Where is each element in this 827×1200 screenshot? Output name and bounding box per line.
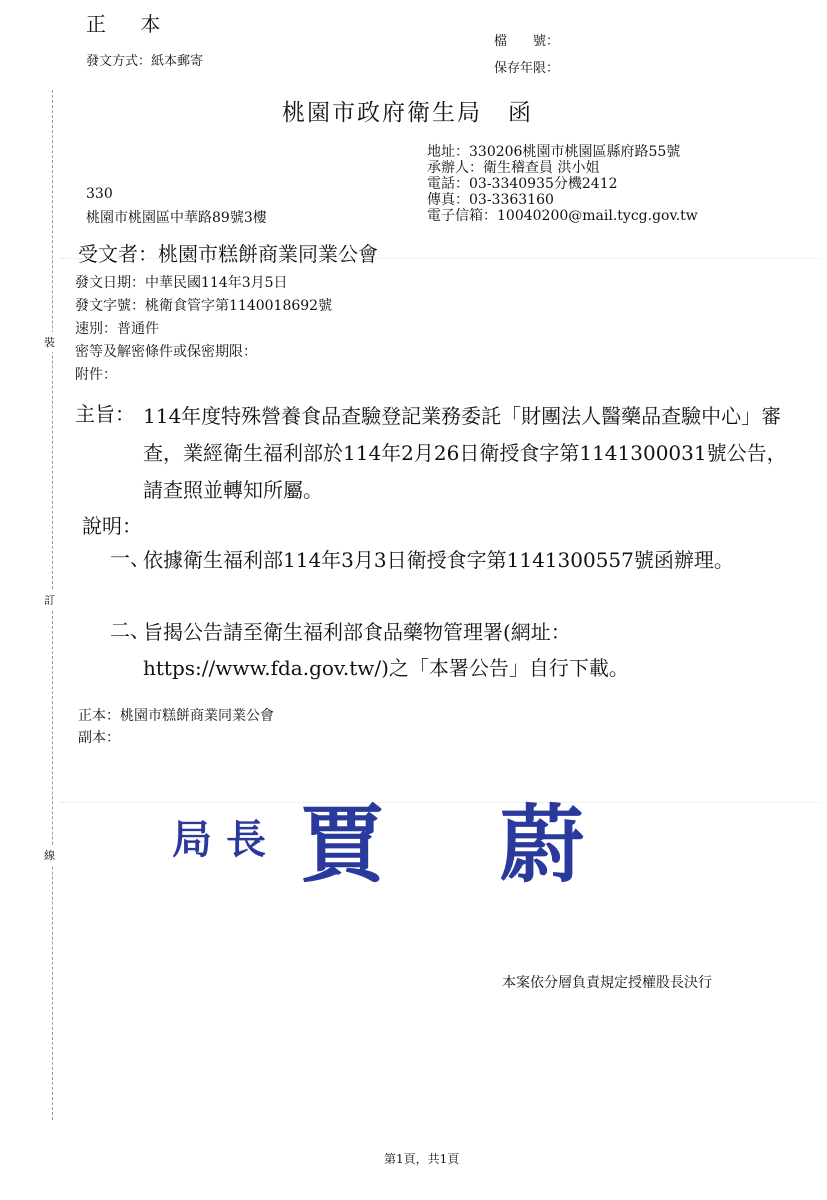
signature-name-stamp: 賈	[300, 796, 385, 894]
subject-text: 114年度特殊營養食品查驗登記業務委託「財團法人醫藥品查驗中心」審查，業經衛生福利部於114年2月26日衛授食字第1141300031號公告，請查照並轉知所屬。	[143, 404, 787, 502]
explanation-item-number: 二、	[110, 618, 150, 642]
issue-date: 發文日期：中華民國114年3月5日	[75, 275, 288, 291]
binding-mark-xian: 線	[44, 845, 55, 865]
contact-fax: 傳真：03-3363160	[427, 192, 554, 208]
signature-name-stamp: 蔚	[500, 796, 585, 894]
subject-label: 主旨：	[75, 402, 135, 426]
contact-block	[427, 144, 698, 224]
copy-recipient-list: 副本：	[78, 730, 120, 746]
explanation-label: 說明：	[82, 514, 142, 538]
receiver-address: 桃園市桃園區中華路89號3樓	[86, 210, 267, 226]
secrecy-level: 密等及解密條件或保密期限：	[75, 344, 257, 360]
receiver-zip: 330	[86, 186, 113, 202]
agency-name: 桃園市政府衛生局	[282, 100, 482, 126]
contact-handler: 承辦人：衛生稽查員 洪小姐	[427, 160, 600, 176]
document-kind: 函	[508, 100, 533, 126]
file-number-label: 檔 號：	[494, 34, 560, 49]
explanation-item-text: 依據衛生福利部114年3月3日衛授食字第1141300557號函辦理。	[143, 548, 734, 572]
delivery-speed: 速別：普通件	[75, 321, 159, 337]
page-number: 第1頁，共1頁	[384, 1152, 460, 1166]
binding-mark-zhuang: 裝	[44, 332, 55, 352]
contact-phone: 電話：03-3340935分機2412	[427, 176, 618, 192]
document-title	[282, 94, 533, 127]
contact-address: 地址：330206桃園市桃園區縣府路55號	[427, 144, 681, 160]
recipient: 受文者：桃園市糕餅商業同業公會	[78, 242, 378, 266]
document-number: 發文字號：桃衛食管字第1140018692號	[75, 298, 333, 314]
send-method: 發文方式：紙本郵寄	[86, 54, 204, 69]
document-meta	[75, 272, 332, 387]
retention-period-label: 保存年限：	[494, 61, 560, 76]
dotted-divider	[60, 802, 820, 803]
contact-email: 電子信箱：10040200@mail.tycg.gov.tw	[427, 208, 698, 224]
explanation-item-number: 一、	[110, 546, 150, 570]
binding-mark-ding: 訂	[44, 590, 55, 610]
authority-note: 本案依分層負責規定授權股長決行	[502, 975, 712, 991]
explanation-item-text: 旨揭公告請至衛生福利部食品藥物管理署(網址：https://www.fda.gov.tw/)之「本署公告」自行下載。	[143, 620, 629, 680]
attachment: 附件：	[75, 367, 117, 383]
dotted-divider	[60, 258, 820, 259]
original-copy-mark: 正 本	[86, 12, 175, 36]
signature-title-stamp: 局長	[172, 817, 280, 863]
main-recipient-list: 正本：桃園市糕餅商業同業公會	[78, 708, 274, 724]
